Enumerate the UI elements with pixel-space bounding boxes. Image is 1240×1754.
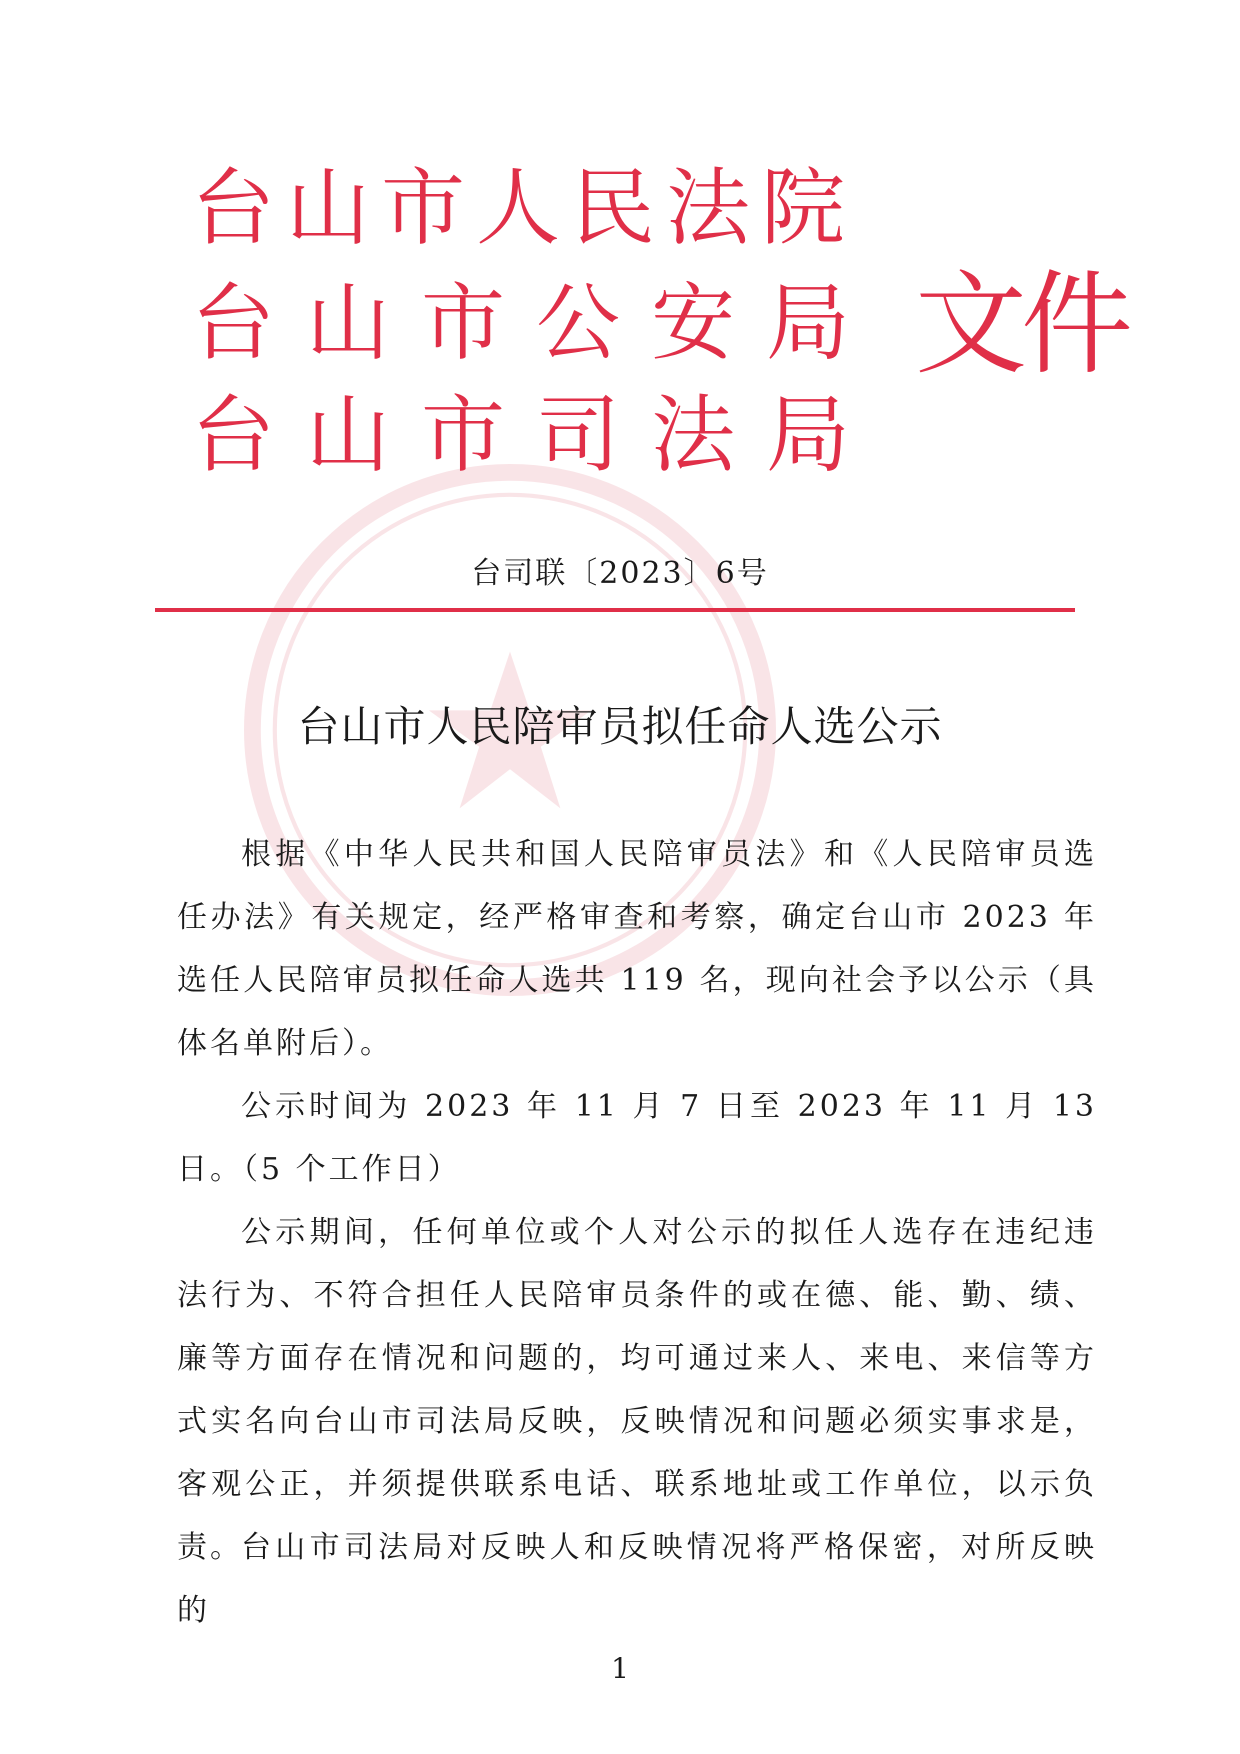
paragraph-period: 公示时间为 2023 年 11 月 7 日至 2023 年 11 月 13 日。（5 个工作日）	[177, 1089, 1097, 1187]
header-char: 山	[305, 274, 390, 372]
header-char: 市	[420, 274, 505, 372]
header-char: 山	[285, 159, 370, 257]
header-char: 局	[765, 386, 850, 484]
header-char: 法	[650, 386, 735, 484]
header-char: 民	[570, 159, 655, 257]
header-doc-type: 文件	[915, 260, 1127, 390]
header-char: 院	[760, 159, 845, 257]
header-char: 台	[190, 274, 275, 372]
header-char: 司	[535, 386, 620, 484]
header-char: 台	[190, 386, 275, 484]
paragraph-feedback: 公示期间，任何单位或个人对公示的拟任人选存在违纪违法行为、不符合担任人民陪审员条件的或在德、能、勤、绩、廉等方面存在情况和问题的，均可通过来人、来电、来信等方式实名向台山市司法局反映，反映情况和问题必须实事求是，客观公正，并须提供联系电话、联系地址或工作单位，以示负责。	[177, 1215, 1097, 1565]
header-char: 法	[665, 159, 750, 257]
paragraph-confidentiality: 台山市司法局对反映人和反映情况将严格保密，对所反映的	[177, 1530, 1097, 1628]
header-char: 市	[420, 386, 505, 484]
header-char: 局	[765, 274, 850, 372]
document-title: 台山市人民陪审员拟任命人选公示	[297, 702, 943, 751]
header-char: 市	[380, 159, 465, 257]
header-char: 公	[535, 274, 620, 372]
page-number: 1	[611, 1652, 629, 1685]
header-char: 山	[305, 386, 390, 484]
document-number: 台司联〔2023〕6号	[471, 556, 769, 591]
header-char: 台	[190, 159, 275, 257]
paragraph-basis: 根据《中华人民共和国人民陪审员法》和《人民陪审员选任办法》有关规定，经严格审查和考察，确定台山市 2023 年选任人民陪审员拟任命人选共 119 名，现向社会予以公示（具体名单附后）。	[177, 837, 1097, 1061]
header-char: 安	[650, 274, 735, 372]
red-divider	[155, 608, 1075, 612]
header-char: 人	[475, 159, 560, 257]
